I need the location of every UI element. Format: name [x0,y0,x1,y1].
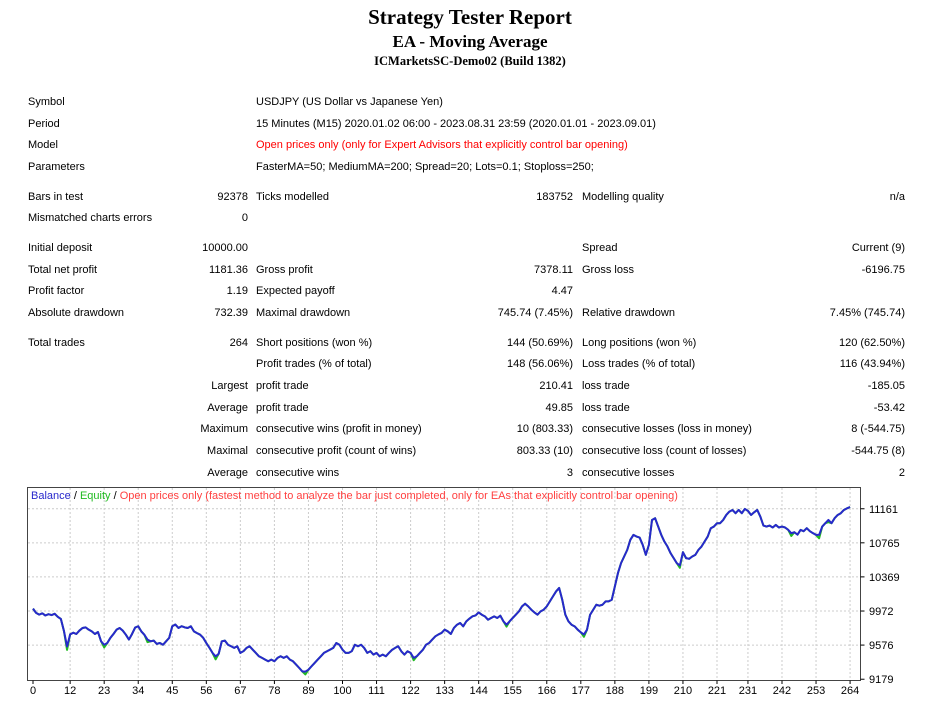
row-cell [28,337,248,349]
report-row [0,440,940,462]
x-tick-label: 56 [200,685,213,697]
report-row [0,375,940,397]
row-value: Average [207,401,248,414]
x-tick-label: 253 [806,685,826,697]
x-tick-label: 264 [840,685,860,697]
row-cell [28,212,248,224]
row-value: 10 (803.33) [516,423,573,436]
row-value: Largest [211,380,248,393]
row-value: 8 (-544.75) [851,423,905,436]
x-tick-label: 23 [98,685,111,697]
x-tick-label: 210 [673,685,693,697]
row-cell [256,380,573,392]
x-tick-label: 45 [166,685,179,697]
row-value: 49.85 [545,401,573,414]
row-cell [28,285,248,297]
row-label: Ticks modelled [256,190,329,203]
chart-legend [31,490,678,502]
x-tick-label: 144 [469,685,488,697]
legend-equity-label: Equity [79,490,111,502]
report-row [0,332,940,354]
row-cell [256,358,573,370]
report-row [0,397,940,419]
row-label: Maximal drawdown [256,307,351,320]
row-label: Relative drawdown [582,307,675,320]
chart-border [28,488,861,681]
section-gap [0,324,940,332]
row-label: Absolute drawdown [28,307,125,320]
x-tick-label: 199 [639,685,659,697]
row-cell [582,242,905,254]
row-label: consecutive losses (loss in money) [582,423,752,436]
row-label: Long positions (won %) [582,336,697,349]
row-value: 183752 [536,190,573,203]
legend-balance-label: Balance [31,490,71,502]
row-label: Expected payoff [256,285,335,298]
x-tick-label: 231 [738,685,758,697]
x-tick-label: 242 [772,685,792,697]
report-table [0,91,940,484]
row-value: 1.19 [226,285,248,298]
section-gap [0,178,940,186]
x-tick-label: 0 [29,685,37,697]
row-cell [582,380,905,392]
x-tick-label: 89 [302,685,315,697]
y-tick-label: 9972 [869,606,894,619]
report-row [0,354,940,376]
row-label: consecutive wins (profit in money) [256,423,422,436]
row-cell [28,161,248,173]
row-value: 15 Minutes (M15) 2020.01.02 06:00 - 2023.08.31 23:59 (2020.01.01 - 2023.09.01) [256,117,656,130]
row-cell [28,467,248,479]
row-value: 148 (56.06%) [506,358,573,371]
balance-chart-svg [0,487,940,697]
row-label: loss trade [582,401,630,414]
row-label: Short positions (won %) [256,336,373,349]
row-label: profit trade [256,380,309,393]
row-value: -544.75 (8) [851,445,905,458]
row-cell [256,264,573,276]
row-cell [582,423,905,435]
report-row [0,302,940,324]
report-row [0,259,940,281]
legend-separator: / [70,490,80,502]
row-value: USDJPY (US Dollar vs Japanese Yen) [256,95,443,108]
row-label: consecutive profit (count of wins) [256,445,417,458]
row-label: Initial deposit [28,241,93,254]
row-value: -185.05 [867,380,905,393]
row-cell [256,285,573,297]
row-cell [28,380,248,392]
y-tick-label: 9179 [869,674,894,687]
y-tick-label: 10765 [869,537,900,550]
row-label: Gross profit [256,263,313,276]
row-value: Current (9) [851,241,905,254]
row-label: Bars in test [28,190,84,203]
row-value: Open prices only (only for Expert Advisors that explicitly control bar opening) [256,139,628,152]
row-label: Mismatched charts errors [28,212,153,225]
report-row [0,186,940,208]
report-header [0,0,940,70]
row-value: 732.39 [214,307,248,320]
row-label: consecutive loss (count of losses) [582,445,747,458]
row-label: Gross loss [582,263,634,276]
row-value: 10000.00 [202,241,248,254]
server-build: ICMarketsSC-Demo02 (Build 1382) [374,54,566,68]
row-label: Total trades [28,336,85,349]
report-row [0,237,940,259]
report-row [0,91,940,113]
row-cell [28,307,248,319]
row-label: Spread [582,241,618,254]
row-value: 2 [898,466,905,479]
row-cell [28,191,248,203]
row-value: 144 (50.69%) [506,336,573,349]
row-label: loss trade [582,380,630,393]
balance-chart [0,487,940,697]
report-row [0,207,940,229]
row-cell [582,402,905,414]
row-cell [28,264,248,276]
row-label: Model [28,139,58,152]
row-value: 120 (62.50%) [838,336,905,349]
row-cell [256,467,573,479]
report-row [0,281,940,303]
y-tick-label: 9576 [869,640,894,653]
report-row [0,134,940,156]
row-value: n/a [889,190,905,203]
y-tick-label: 11161 [869,503,898,516]
x-tick-label: 155 [503,685,522,697]
row-value: 745.74 (7.45%) [497,307,573,320]
row-cell [582,358,905,370]
legend-mode-text: Open prices only (fastest method to analyze the bar just completed, only for EAs that explicitly control bar opening) [119,490,678,502]
row-label: profit trade [256,401,309,414]
row-cell [28,96,248,108]
row-cell [582,467,905,479]
section-gap [0,229,940,237]
row-value: 116 (43.94%) [839,358,905,371]
legend-separator: / [110,490,120,502]
x-tick-label: 12 [64,685,77,697]
row-label: Period [28,117,60,130]
row-value: Maximum [200,423,248,436]
row-cell [28,423,248,435]
row-value: -53.42 [873,401,905,414]
row-label: Parameters [28,160,85,173]
y-tick-label: 10369 [869,571,900,584]
row-label: Modelling quality [582,190,664,203]
row-cell [582,307,905,319]
row-value: 0 [241,212,248,225]
page-title: Strategy Tester Report [368,5,572,29]
row-cell [582,191,905,203]
report-row [0,113,940,135]
row-cell [582,337,905,349]
row-label: consecutive wins [256,466,340,479]
row-cell [28,242,248,254]
row-cell [28,445,248,457]
x-tick-label: 34 [132,685,145,697]
row-value: 92378 [217,190,248,203]
row-cell [256,402,573,414]
balance-line [33,507,850,672]
x-tick-label: 221 [707,685,727,697]
row-cell [256,337,573,349]
row-label: Profit factor [28,285,85,298]
row-value: 7378.11 [534,263,573,276]
row-value: 3 [566,466,573,479]
row-cell [256,423,573,435]
equity-line [33,507,850,674]
x-tick-label: 177 [571,685,590,697]
row-value: -6196.75 [861,263,905,276]
report-row [0,156,940,178]
x-tick-label: 188 [605,685,625,697]
row-value: FasterMA=50; MediumMA=200; Spread=20; Lots=0.1; Stoploss=250; [256,160,594,173]
row-cell [256,191,573,203]
x-tick-label: 166 [537,685,556,697]
row-cell [28,118,248,130]
x-tick-label: 111 [368,685,385,697]
x-tick-label: 133 [435,685,454,697]
x-tick-label: 67 [234,685,247,697]
row-cell [256,307,573,319]
expert-name: EA - Moving Average [392,32,548,51]
row-cell [582,445,905,457]
row-cell [256,445,573,457]
row-value: 210.41 [539,380,573,393]
row-value: 264 [229,336,248,349]
report-row [0,462,940,484]
x-tick-label: 122 [401,685,420,697]
row-label: Total net profit [28,263,98,276]
row-value: Maximal [207,445,248,458]
row-value: 7.45% (745.74) [829,307,905,320]
x-tick-label: 78 [268,685,281,697]
row-label: Symbol [28,95,65,108]
row-value: 803.33 (10) [516,445,573,458]
row-cell [28,139,248,151]
report-row [0,419,940,441]
row-value: Average [207,466,248,479]
row-label: Loss trades (% of total) [582,358,696,371]
row-value: 1181.36 [209,263,248,276]
row-cell [582,264,905,276]
row-value: 4.47 [551,285,573,298]
row-label: consecutive losses [582,466,675,479]
row-cell [28,402,248,414]
x-tick-label: 100 [333,685,352,697]
row-label: Profit trades (% of total) [256,358,372,371]
